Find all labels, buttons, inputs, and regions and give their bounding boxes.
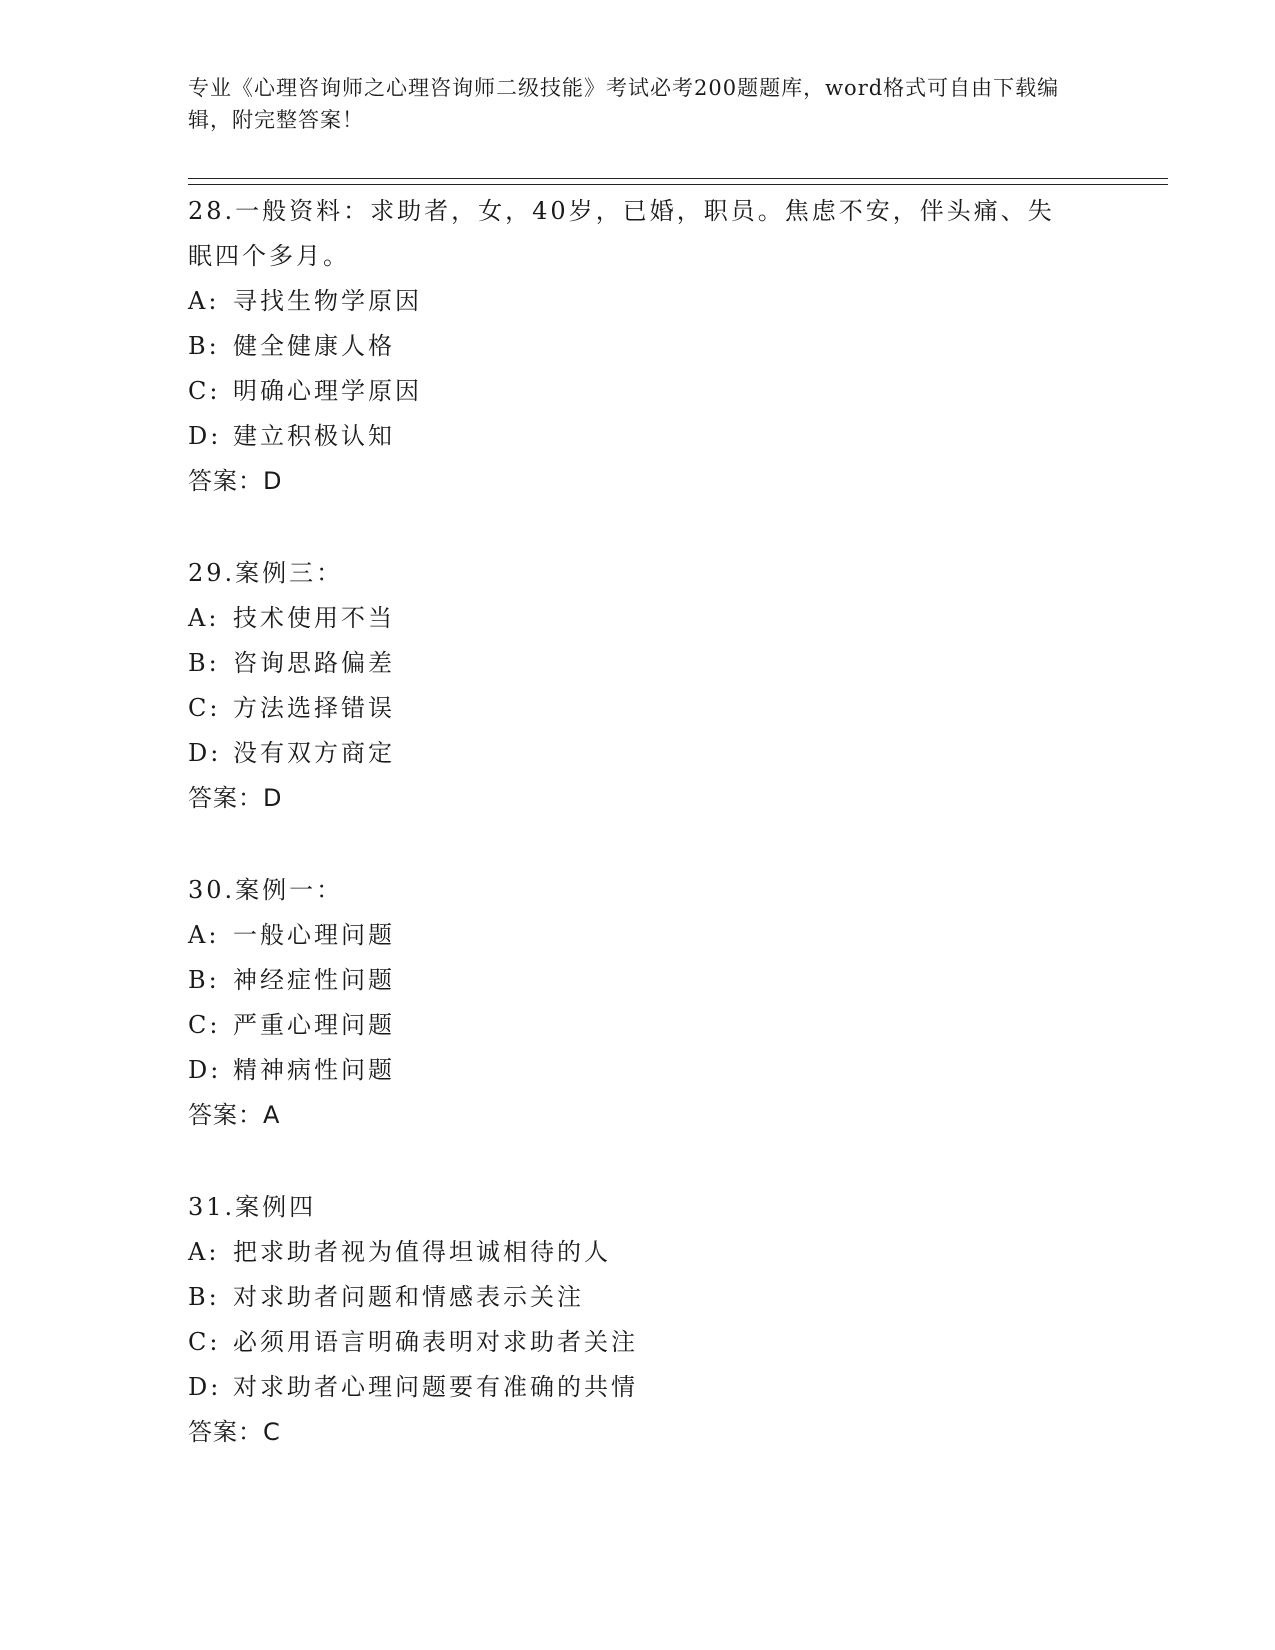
option-text: 一般心理问题 bbox=[233, 921, 395, 949]
question-item bbox=[188, 868, 1188, 1138]
option-text: 寻找生物学原因 bbox=[233, 287, 422, 315]
option-key: B: bbox=[188, 332, 220, 360]
question-stem: 28.一般资料：求助者，女，40岁，已婚，职员。焦虑不安，伴头痛、失眠四个多月。 bbox=[188, 197, 1055, 270]
option-text: 神经症性问题 bbox=[233, 966, 395, 994]
answer-line: 答案：C bbox=[188, 1418, 281, 1446]
question-item bbox=[188, 189, 1188, 504]
question-stem: 31.案例四 bbox=[188, 1193, 317, 1221]
option-b bbox=[188, 324, 1188, 369]
option-d bbox=[188, 1048, 1188, 1093]
header-divider-top bbox=[188, 178, 1168, 179]
option-text: 咨询思路偏差 bbox=[233, 649, 395, 677]
option-key: D: bbox=[188, 1373, 222, 1401]
question-list bbox=[188, 189, 1188, 1502]
question-stem: 29.案例三： bbox=[188, 559, 344, 587]
option-c bbox=[188, 369, 1188, 414]
option-text: 健全健康人格 bbox=[233, 332, 395, 360]
option-key: C: bbox=[188, 1328, 221, 1356]
option-c bbox=[188, 1320, 1188, 1365]
option-text: 明确心理学原因 bbox=[233, 377, 422, 405]
option-d bbox=[188, 1365, 1188, 1410]
option-a bbox=[188, 1230, 1188, 1275]
option-key: B: bbox=[188, 1283, 220, 1311]
answer-line: 答案：D bbox=[188, 784, 283, 812]
option-key: C: bbox=[188, 694, 221, 722]
option-key: A: bbox=[188, 604, 220, 632]
option-key: B: bbox=[188, 649, 220, 677]
option-key: A: bbox=[188, 287, 220, 315]
answer-line: 答案：A bbox=[188, 1101, 281, 1129]
option-key: A: bbox=[188, 1238, 220, 1266]
option-d bbox=[188, 414, 1188, 459]
option-text: 方法选择错误 bbox=[233, 694, 395, 722]
question-stem: 30.案例一： bbox=[188, 876, 344, 904]
option-key: C: bbox=[188, 377, 221, 405]
question-item bbox=[188, 551, 1188, 821]
option-b bbox=[188, 1275, 1188, 1320]
option-key: A: bbox=[188, 921, 220, 949]
option-text: 没有双方商定 bbox=[233, 739, 395, 767]
document-header: 专业《心理咨询师之心理咨询师二级技能》考试必考200题题库，word格式可自由下载编辑，附完整答案！ bbox=[188, 76, 1060, 132]
option-key: C: bbox=[188, 1011, 221, 1039]
answer-line: 答案：D bbox=[188, 467, 283, 495]
option-text: 建立积极认知 bbox=[233, 422, 395, 450]
option-key: D: bbox=[188, 739, 222, 767]
option-b bbox=[188, 958, 1188, 1003]
option-text: 把求助者视为值得坦诚相待的人 bbox=[233, 1238, 611, 1266]
option-key: B: bbox=[188, 966, 220, 994]
option-text: 对求助者问题和情感表示关注 bbox=[233, 1283, 584, 1311]
option-text: 对求助者心理问题要有准确的共情 bbox=[233, 1373, 638, 1401]
option-a bbox=[188, 279, 1188, 324]
option-d bbox=[188, 731, 1188, 776]
option-text: 精神病性问题 bbox=[233, 1056, 395, 1084]
option-a bbox=[188, 913, 1188, 958]
option-c bbox=[188, 1003, 1188, 1048]
question-item bbox=[188, 1185, 1188, 1455]
option-text: 必须用语言明确表明对求助者关注 bbox=[233, 1328, 638, 1356]
option-b bbox=[188, 641, 1188, 686]
header-divider-bottom bbox=[188, 184, 1168, 185]
option-key: D: bbox=[188, 1056, 222, 1084]
option-key: D: bbox=[188, 422, 222, 450]
option-a bbox=[188, 596, 1188, 641]
option-text: 严重心理问题 bbox=[233, 1011, 395, 1039]
option-c bbox=[188, 686, 1188, 731]
option-text: 技术使用不当 bbox=[233, 604, 395, 632]
